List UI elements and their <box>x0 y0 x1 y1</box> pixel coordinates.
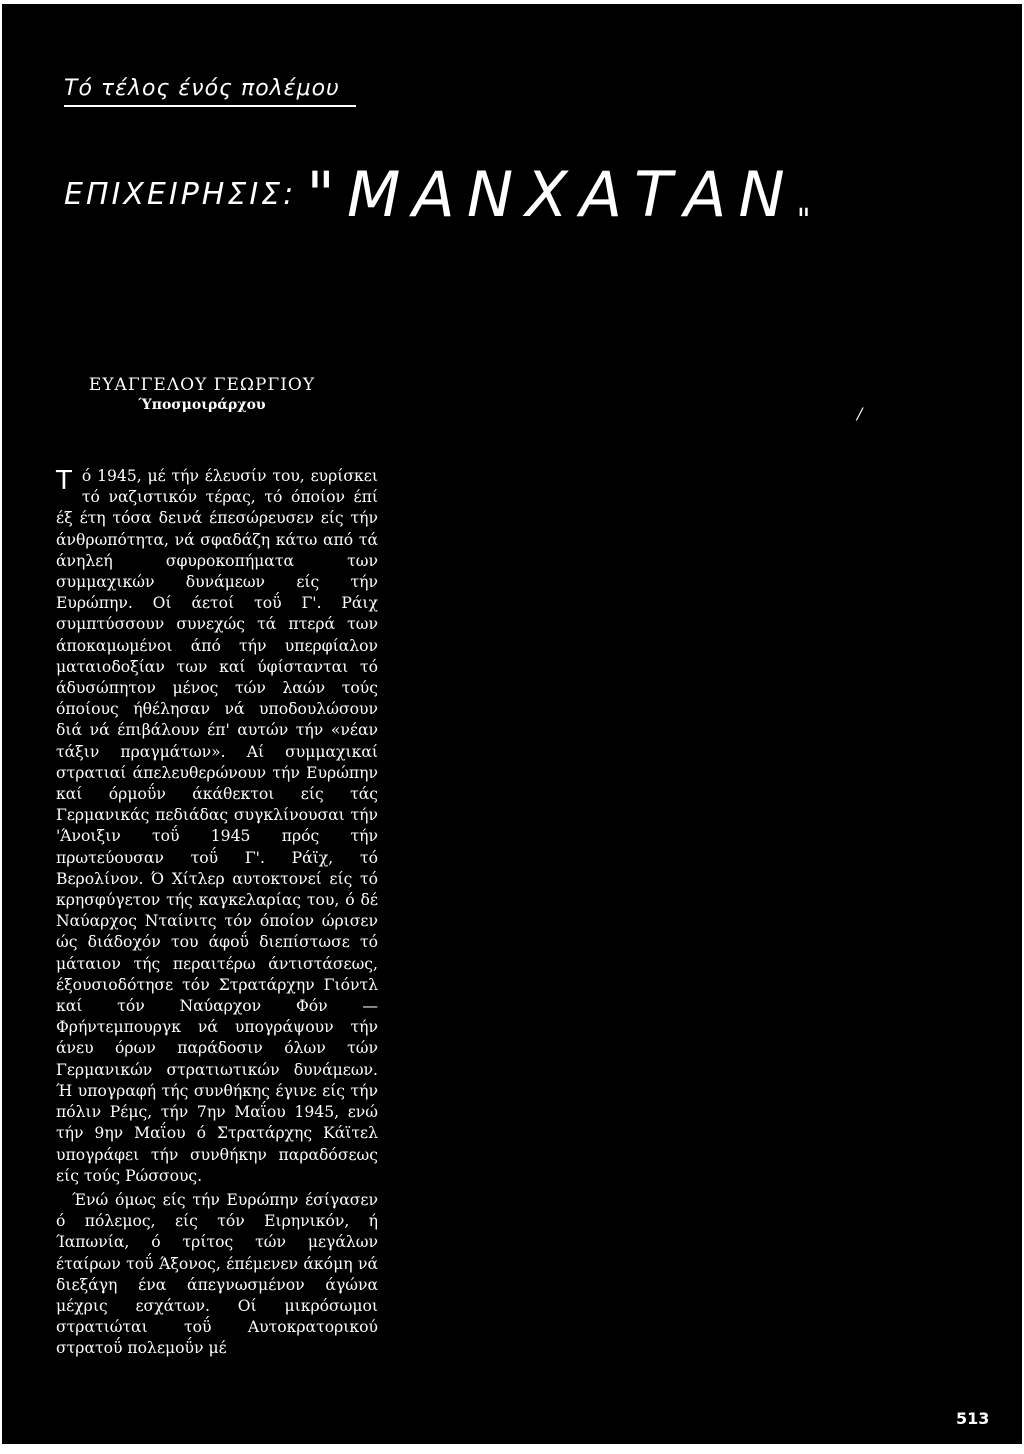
stray-mark: / <box>857 404 863 423</box>
operation-label: ΕΠΙΧΕΙΡΗΣΙΣ: <box>64 177 297 212</box>
operation-name: ΜΑΝΧΑΤΑΝ <box>346 158 797 231</box>
series-title: Τό τέλος ένός πολέμου <box>64 76 356 107</box>
opening-quote: " <box>306 158 347 231</box>
article-paragraph <box>56 466 378 1187</box>
closing-quote: " <box>796 203 811 238</box>
drop-cap: Τ <box>56 466 72 496</box>
page-number: 513 <box>956 1409 990 1428</box>
article-body <box>56 466 378 1360</box>
article-headline <box>64 158 811 238</box>
article-paragraph: Ένώ όμως είς τήν Ευρώπην έσίγασεν ό πόλεμος, είς τόν Ειρηνικόν, ή Ίαπωνία, ό τρίτος τών μεγάλων έταίρων τοΰ Άξονος, έπέμενεν άκόμη νά διεξάγη ένα άπεγνωσμένον άγώνα μέχρις εσχάτων. Οί μικρόσωμοι στρατιώται τοΰ Αυτοκρατορικού στρατοΰ πολεμοΰν μέ <box>56 1190 378 1358</box>
magazine-page <box>2 4 1022 1444</box>
byline-rank: Ύποσμοιράρχου <box>138 397 266 413</box>
paragraph-text: ό 1945, μέ τήν έλευσίν του, ευρίσκει τό ναζιστικόν τέρας, τό όποίον έπί έξ έτη τόσα δεινά έπεσώρευσεν είς τήν άνθρωπότητα, νά σφαδάζη κάτω από τά άνηλεή σφυροκοπήματα των συμμαχικών δυνάμεων είς τήν Ευρώπην. Οί άετοί τοΰ Γ'. Ράιχ συμπτύσσουν συνεχώς τά πτερά των άποκαμωμένοι άπό τήν υπερφίαλον ματαιοδοξίαν των καί ύφίστανται τό άδυσώπητον μένος τών λαών τούς όποίους ήθέλησαν νά υποδουλώσουν διά νά έπιβάλουν έπ' αυτών τήν «νέαν τάξιν πραγμάτων». Αί συμμαχικαί στρατιαί άπελευθερώνουν τήν Ευρώπην καί όρμοΰν άκάθεκτοι είς τάς Γερμανικάς πεδιάδας συγκλίνουσαι τήν 'Άνοιξιν τοΰ 1945 πρός τήν πρωτεύουσαν τοΰ Γ'. Ράϊχ, τό Βερολίνον. Ό Χίτλερ αυτοκτονεί είς τό κρησφύγετον τής καγκελαρίας του, ό δέ Ναύαρχος Νταίνιτς τόν όποίον ώρισεν ώς διάδοχόν του άφοΰ διεπίστωσε τό μάταιον τής περαιτέρω άντιστάσεως, έξουσιοδότησε τόν Στρατάρχην Γιόντλ καί τόν Ναύαρχον Φόν — Φρήντεμπουργκ νά υπογράψουν τήν άνευ όρων παράδοσιν όλων τών Γερμανικών στρατιωτικών δυνάμεων. Ή υπογραφή τής συνθήκης έγινε είς τήν πόλιν Ρέμς, τήν 7ην Μαΐου 1945, ενώ τήν 9ην Μαΐου ό Στρατάρχης Κάϊτελ υπογράφει τήν συνθήκην παραδόσεως είς τούς Ρώσσους. <box>56 467 378 1185</box>
byline-author: ΕΥΑΓΓΕΛΟΥ ΓΕΩΡΓΙΟΥ <box>88 375 316 395</box>
